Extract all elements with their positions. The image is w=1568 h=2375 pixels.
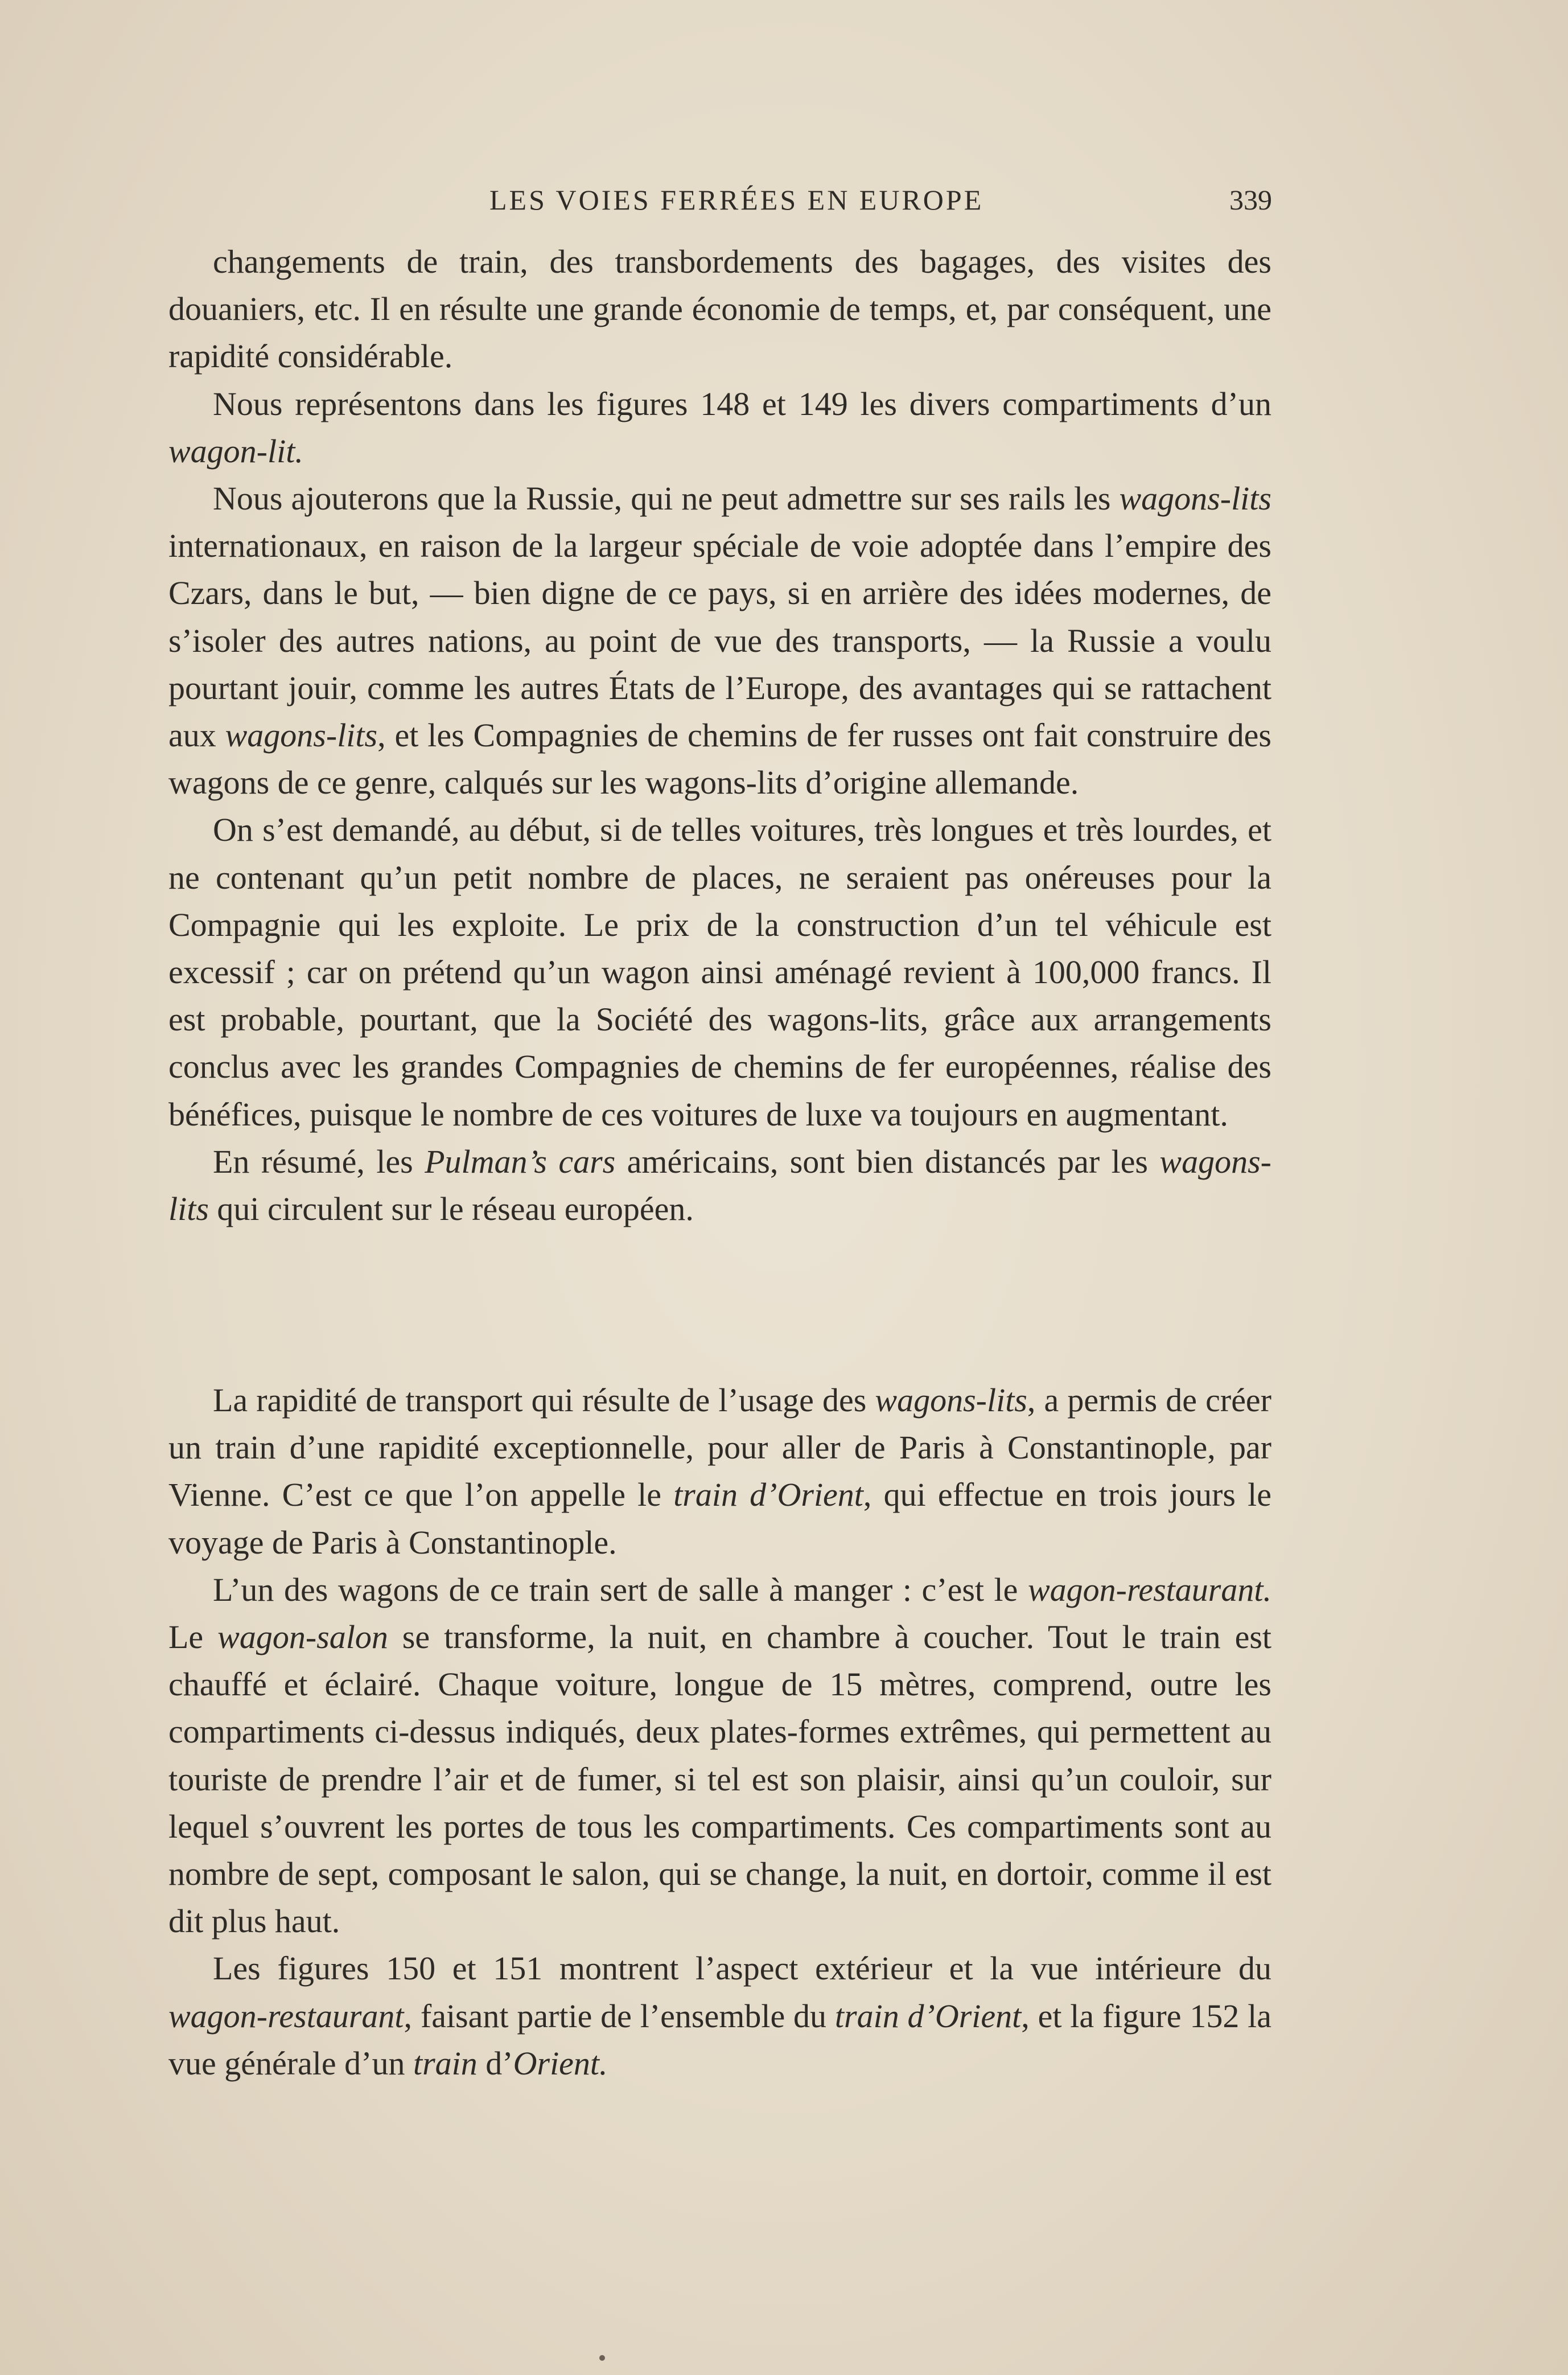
text-section-1 [168,238,1271,1232]
text-run: Nous représentons dans les figures 148 et 149 les divers compartiments d’un [213,385,1271,422]
text-run: d’ [477,2044,513,2082]
text-run: , faisant partie de l’ensemble du [404,1997,835,2035]
paragraph [168,1138,1271,1232]
paragraph [168,1945,1271,2087]
text-section-2 [168,1376,1271,2087]
text-run: On s’est demandé, au début, si de telles voitures, très longues et très lourdes, et ne contenant qu’un petit nombre de places, ne seraient pas onéreuses pour la Compagnie qui les exploite. Le prix de la construction d’un tel véhicule est excessif ; car on prétend qu’un wagon ainsi aménagé revient à 100,000 francs. Il est probable, pourtant, que la Société des wagons-lits, grâce aux arrangements conclus avec les grandes Compagnies de chemins de fer européennes, réalise des bénéfices, puisque le nombre de ces voitures de luxe va toujours en augmentant. [168,811,1271,1133]
text-run: se transforme, la nuit, en chambre à coucher. Tout le train est chauffé et éclairé. Chaque voiture, longue de 15 mètres, comprend, outre les compartiments ci-dessus indiqués, deux plates-formes extrêmes, qui permettent au touriste de prendre l’air et de fumer, si tel est son plaisir, ainsi qu’un couloir, sur lequel s’ouvrent les portes de tous les compartiments. Ces compartiments sont au nombre de sept, composant le salon, qui se change, la nuit, en dortoir, comme il est dit plus haut. [168,1618,1272,1940]
text-run: américains, sont bien distancés par les [615,1143,1160,1180]
text-run: Nous ajouterons que la Russie, qui ne peut admettre sur ses rails les [213,480,1120,517]
text-run: , et les Compagnies de chemins de fer russes ont fait construire des wagons de ce genre, calqués sur les wagons-lits d’origine allemande. [168,717,1271,802]
paragraph [168,806,1271,1137]
paragraph [168,1376,1271,1566]
italic-term: wagon-salon [217,1618,388,1656]
italic-term: wagon-restaurant. [1027,1571,1271,1608]
running-title: LES VOIES FERRÉES EN EUROPE [489,184,984,216]
italic-term: wagons-lits [168,1143,1271,1228]
text-run: , et la figure 152 la vue générale d’un [168,1997,1272,2082]
text-run: changements de train, des transbordements des bagages, des visites des douaniers, etc. Il en résulte une grande économie de temps, et, par conséquent, une rapidité considérable. [168,243,1271,375]
paragraph [168,475,1271,806]
italic-term: wagon-lit. [168,432,303,470]
italic-term: Orient. [513,2044,608,2082]
text-run: , qui effectue en trois jours le voyage de Paris à Constantinople. [168,1476,1272,1561]
text-run: Le [168,1618,218,1656]
text-run: En résumé, les [213,1143,425,1180]
paragraph [168,380,1271,475]
italic-term: wagon-restaurant [168,1997,404,2035]
page-header [489,183,1272,223]
text-run: , a permis de créer un train d’une rapidité exceptionnelle, pour aller de Paris à Constantinople, par Vienne. C’est ce que l’on appelle le [168,1382,1271,1514]
italic-term: train d’Orient [673,1476,863,1514]
italic-term: wagons-lits [1119,480,1271,517]
text-run: qui circulent sur le réseau européen. [208,1190,694,1228]
text-run: Les figures 150 et 151 montrent l’aspect extérieur et la vue intérieure du [213,1950,1271,1987]
text-run: L’un des wagons de ce train sert de salle à manger : c’est le [213,1571,1028,1608]
ink-speck [599,2355,605,2361]
italic-term: wagons-lits [875,1382,1027,1419]
italic-term: Pulman’s cars [425,1143,616,1180]
text-run: internationaux, en raison de la largeur spéciale de voie adoptée dans l’empire des Czars, dans le but, — bien digne de ce pays, si en arrière des idées modernes, de s’isoler des autres nations, au point de vue des transports, — la Russie a voulu pourtant jouir, comme les autres États de l’Europe, des avantages qui se rattachent aux [168,527,1271,754]
page-number: 339 [1229,184,1272,216]
paragraph [168,1566,1271,1945]
italic-term: train d’Orient [834,1997,1022,2035]
text-run: La rapidité de transport qui résulte de l’usage des [213,1382,875,1419]
italic-term: train [413,2044,478,2082]
paragraph [168,238,1271,380]
italic-term: wagons-lits [225,717,378,754]
